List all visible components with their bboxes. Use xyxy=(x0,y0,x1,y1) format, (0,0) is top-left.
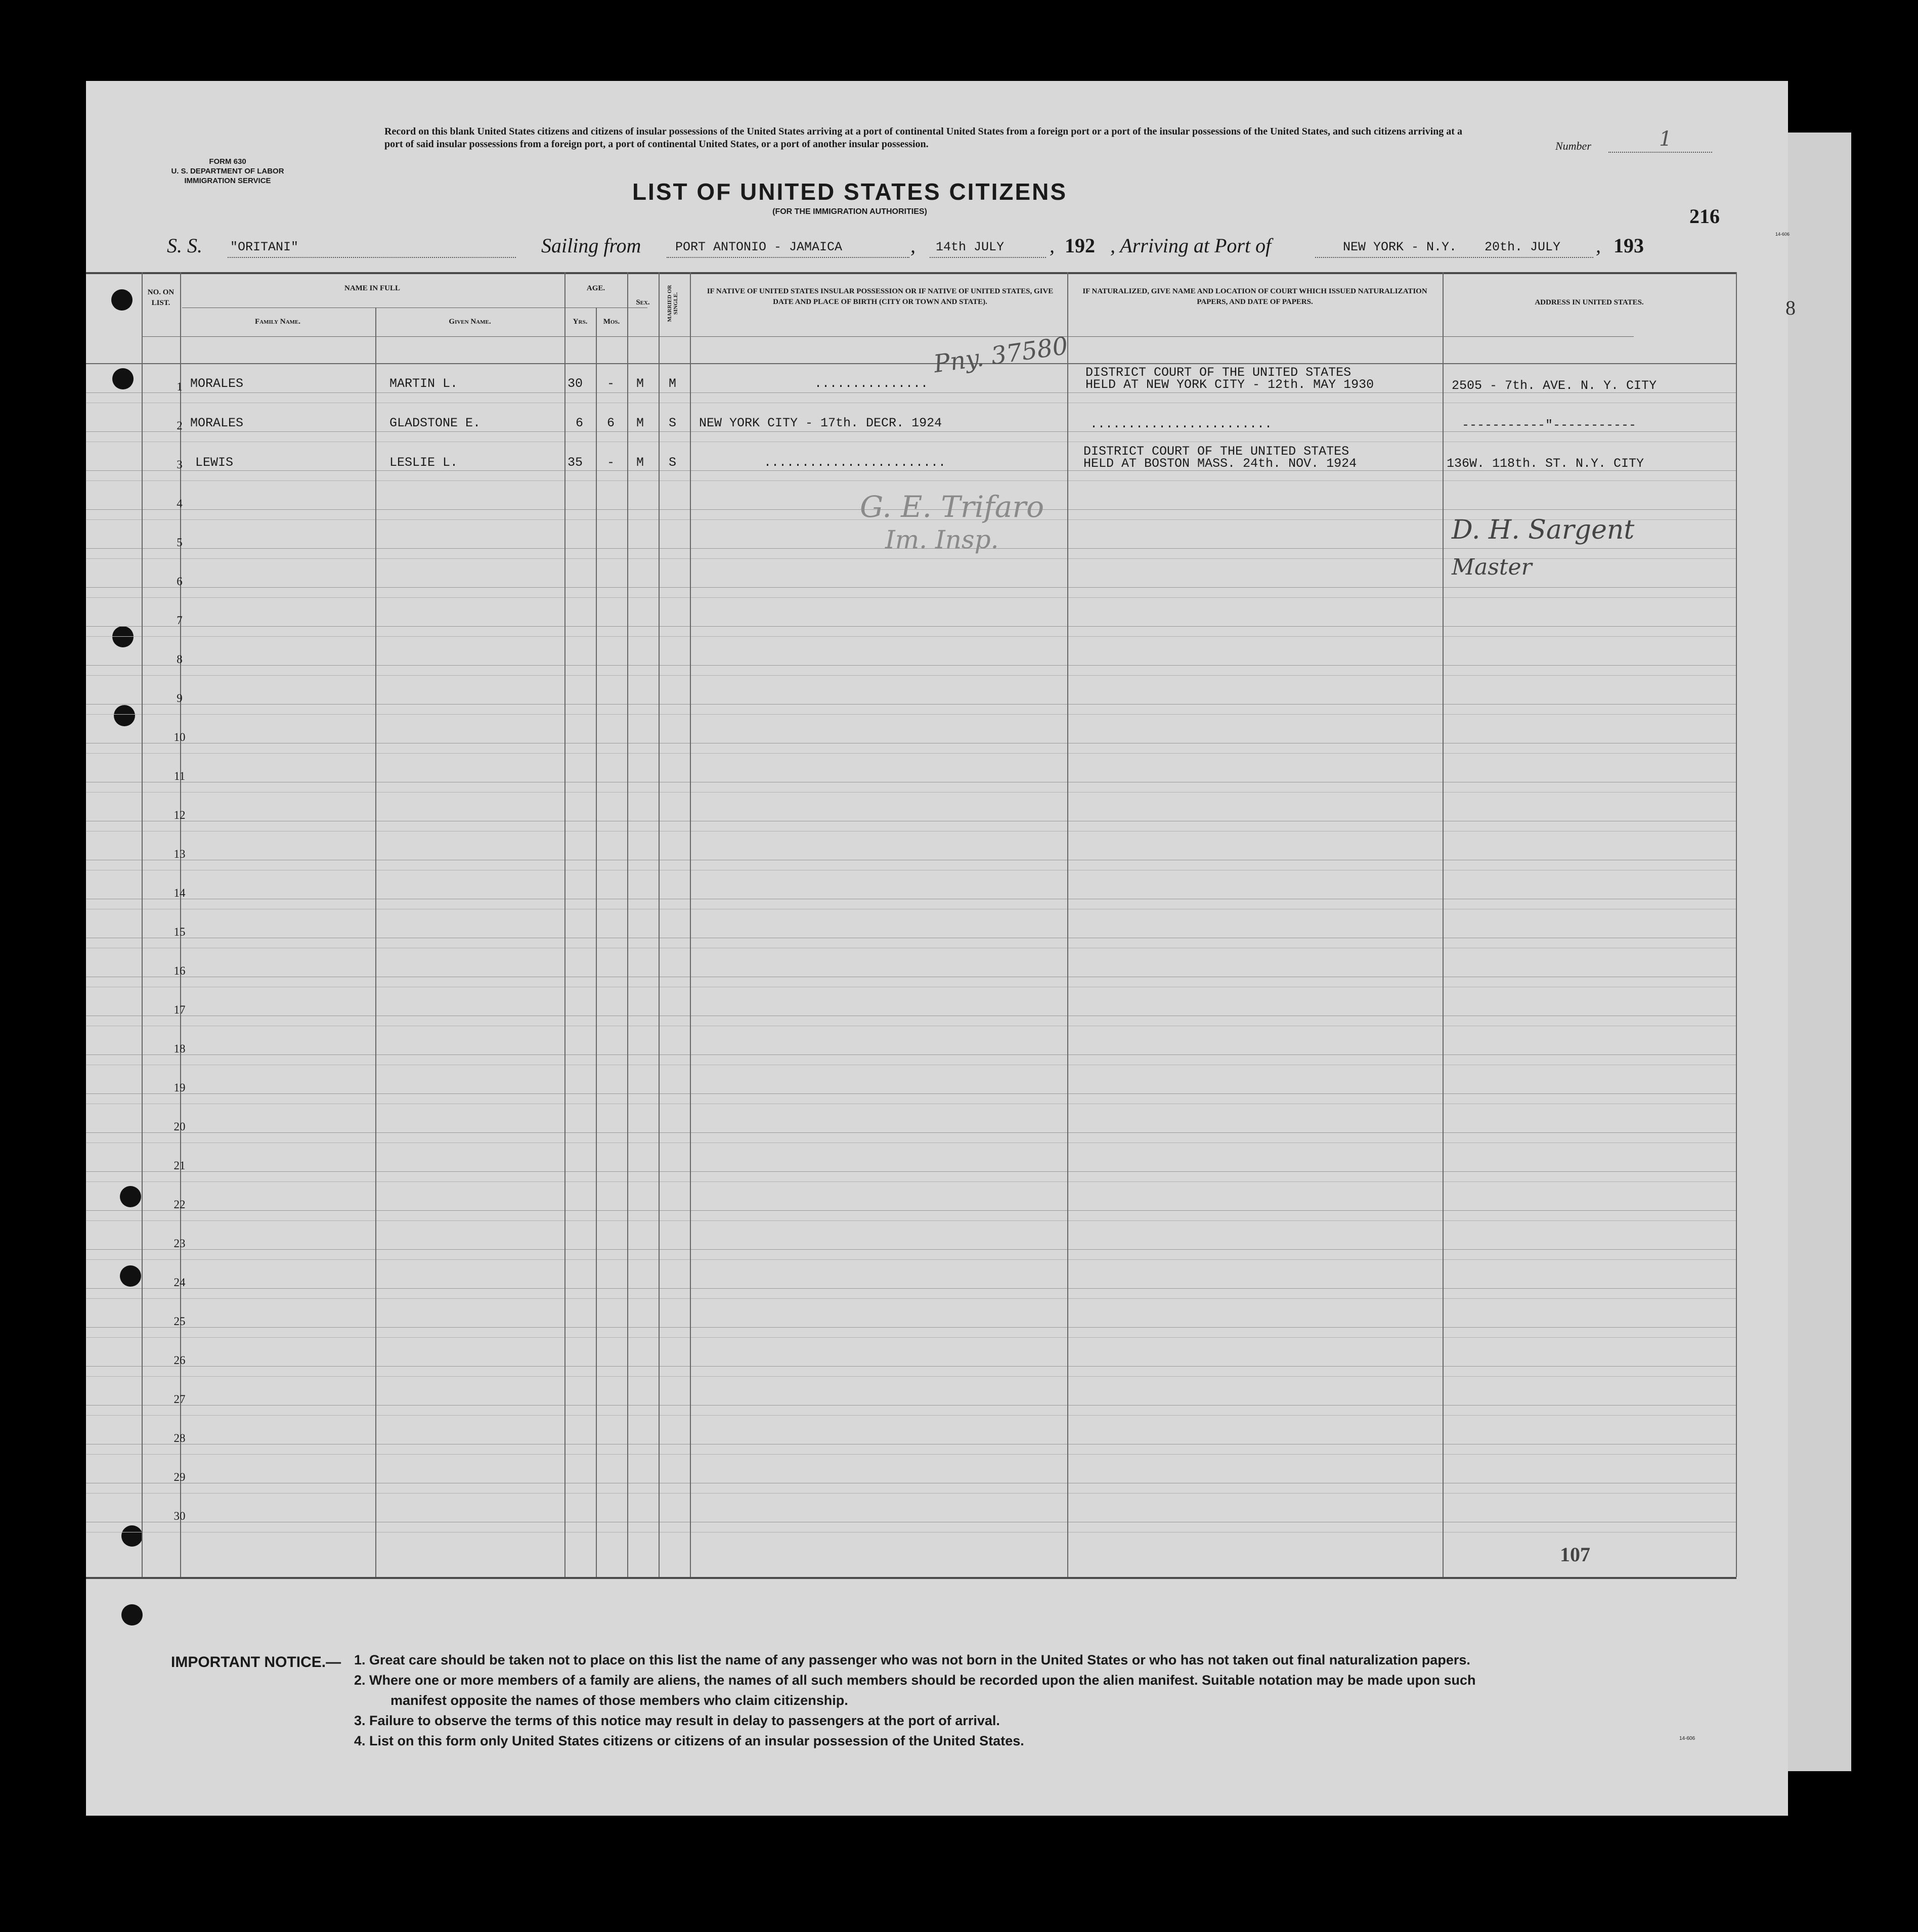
number-line xyxy=(1608,152,1712,153)
inspector-signature: G. E. Trifaro xyxy=(860,490,1044,524)
citizens-table xyxy=(86,272,1736,1578)
age-years: 35 xyxy=(568,455,583,470)
sex: M xyxy=(636,416,644,430)
family-name: MORALES xyxy=(190,376,244,391)
page-number: 216 xyxy=(1689,205,1720,228)
row-rule-light xyxy=(86,597,1736,598)
sex: M xyxy=(636,376,644,391)
arrival-date: 20th. JULY xyxy=(1485,240,1561,254)
address: -----------"----------- xyxy=(1462,418,1637,432)
sailing-date-line xyxy=(930,257,1046,258)
sailing-date: 14th JULY xyxy=(936,240,1005,254)
birth-place: NEW YORK CITY - 17th. DECR. 1924 xyxy=(699,416,942,430)
row-number: 21 xyxy=(173,1159,186,1172)
row-number: 19 xyxy=(173,1081,186,1094)
row-rule xyxy=(86,1249,1736,1250)
row-rule-light xyxy=(86,714,1736,715)
row-rule-light xyxy=(86,1181,1736,1182)
row-rule xyxy=(86,1210,1736,1211)
arriving-label: , Arriving at Port of xyxy=(1110,234,1272,257)
row-number: 8 xyxy=(177,653,183,666)
row-rule xyxy=(86,1171,1736,1172)
marital-status: S xyxy=(669,416,677,430)
row-rule xyxy=(86,1288,1736,1289)
row-number: 1 xyxy=(177,380,183,393)
row-number: 9 xyxy=(177,692,183,705)
row-rule xyxy=(86,1366,1736,1367)
sailing-from: PORT ANTONIO - JAMAICA xyxy=(675,240,843,254)
ship-name: "ORITANI" xyxy=(230,240,299,254)
row-rule xyxy=(86,1132,1736,1133)
service: IMMIGRATION SERVICE xyxy=(184,177,271,185)
col-yrs: Yrs. xyxy=(573,318,588,326)
notice-item-3: 3. Failure to observe the terms of this notice may result in delay to passengers at the port of arrival. xyxy=(354,1713,1000,1728)
col-married: MARRIED OR SINGLE. xyxy=(667,285,679,322)
row-number: 24 xyxy=(173,1276,186,1289)
page-title: LIST OF UNITED STATES CITIZENS xyxy=(632,179,1068,205)
row-rule xyxy=(86,626,1736,627)
age-months: - xyxy=(607,455,615,470)
row-rule-light xyxy=(86,480,1736,481)
notice-item-2: 2. Where one or more members of a family are aliens, the names of all such members should be recorded upon the alien manifest. Suitable notation may be made upon such xyxy=(354,1673,1476,1688)
row-number: 29 xyxy=(173,1471,186,1483)
row-rule-light xyxy=(86,1259,1736,1260)
row-number: 17 xyxy=(173,1003,186,1016)
col-family-name: Family Name. xyxy=(254,318,301,326)
row-rule-light xyxy=(86,753,1736,754)
sailing-year: 192 xyxy=(1065,234,1095,257)
address: 2505 - 7th. AVE. N. Y. CITY xyxy=(1452,378,1657,393)
row-number: 26 xyxy=(173,1354,186,1367)
ss-label: S. S. xyxy=(167,234,202,257)
row-number: 13 xyxy=(173,848,186,860)
age-years: 6 xyxy=(576,416,584,430)
notice-item-4: 4. List on this form only United States citizens or citizens of an insular possession of the United States. xyxy=(354,1733,1024,1748)
row-number: 12 xyxy=(173,809,186,821)
col-name-in-full: NAME IN FULL xyxy=(344,284,400,292)
age-months: 6 xyxy=(607,416,615,430)
given-name: MARTIN L. xyxy=(389,376,458,391)
family-name: LEWIS xyxy=(195,455,234,470)
row-rule-light xyxy=(86,1298,1736,1299)
row-rule-light xyxy=(86,675,1736,676)
master-signature: D. H. Sargent xyxy=(1452,515,1635,545)
master-title: Master xyxy=(1452,554,1532,580)
row-number: 6 xyxy=(177,575,183,588)
row-rule-light xyxy=(86,1454,1736,1455)
court-details: HELD AT NEW YORK CITY - 12th. MAY 1930 xyxy=(1085,377,1374,392)
row-number: 4 xyxy=(177,497,183,510)
row-number: 2 xyxy=(177,419,183,432)
arrival-port: NEW YORK - N.Y. xyxy=(1343,240,1457,254)
row-rule-light xyxy=(86,1220,1736,1221)
court-details: HELD AT BOSTON MASS. 24th. NOV. 1924 xyxy=(1083,456,1357,471)
row-rule xyxy=(86,704,1736,705)
row-number: 14 xyxy=(173,887,186,899)
marital-status: M xyxy=(669,376,677,391)
row-number: 16 xyxy=(173,964,186,977)
col-age: AGE. xyxy=(586,284,605,292)
birth-place: ............... xyxy=(814,376,929,391)
marital-status: S xyxy=(669,455,677,470)
department: U. S. DEPARTMENT OF LABOR xyxy=(171,167,284,175)
row-number: 15 xyxy=(173,926,186,938)
family-name: MORALES xyxy=(190,416,244,430)
row-rule-light xyxy=(86,1415,1736,1416)
printer-code: 14-606 xyxy=(1775,232,1790,237)
notice-heading: IMPORTANT NOTICE.— xyxy=(171,1654,341,1671)
stamp-number: 107 xyxy=(1560,1543,1590,1566)
punch-hole xyxy=(121,1604,143,1626)
notice-item-2-cont: manifest opposite the names of those members who claim citizenship. xyxy=(390,1693,848,1708)
row-number: 20 xyxy=(173,1120,186,1133)
margin-mark: 8 xyxy=(1785,296,1796,319)
row-rule-light xyxy=(86,1337,1736,1338)
row-number: 28 xyxy=(173,1432,186,1444)
intro-text: Record on this blank United States citizens and citizens of insular possessions of the United States arriving at a port of continental United States from a foreign port or a port of the insular possessions of the United States, and such citizens arriving at a port of said insular possessions from a foreign port, a port of continental United States, or a port of another insular possession. xyxy=(384,126,1462,150)
sailing-label: Sailing from xyxy=(541,234,641,257)
col-native: IF NATIVE OF UNITED STATES INSULAR POSSESSION OR IF NATIVE OF UNITED STATES, GIVE DATE AND PLACE OF BIRTH (CITY OR TOWN AND STATE). xyxy=(707,287,1054,306)
age-months: - xyxy=(607,376,615,391)
address: 136W. 118th. ST. N.Y. CITY xyxy=(1447,456,1644,471)
row-number: 11 xyxy=(173,770,186,782)
col-given-name: Given Name. xyxy=(449,318,491,326)
sex: M xyxy=(636,455,644,470)
row-number: 23 xyxy=(173,1237,186,1250)
sailing-from-line xyxy=(667,257,909,258)
inspector-title: Im. Insp. xyxy=(885,525,999,554)
form-number: FORM 630 xyxy=(209,157,246,166)
given-name: LESLIE L. xyxy=(389,455,458,470)
arrival-year: 193 xyxy=(1614,234,1644,257)
col-address: ADDRESS IN UNITED STATES. xyxy=(1535,298,1644,306)
row-number: 27 xyxy=(173,1393,186,1406)
row-rule-light xyxy=(86,792,1736,793)
row-rule xyxy=(86,1327,1736,1328)
col-mos: Mos. xyxy=(603,318,620,326)
row-rule-light xyxy=(86,636,1736,637)
court-details: ........................ xyxy=(1090,417,1273,431)
col-sex: Sex. xyxy=(636,298,650,306)
arrival-line xyxy=(1315,257,1593,258)
row-rule-light xyxy=(86,1493,1736,1494)
footer-code: 14-606 xyxy=(1679,1736,1695,1741)
row-number: 3 xyxy=(177,458,183,471)
col-no-on-list: NO. ON LIST. xyxy=(147,288,175,307)
court-name: DISTRICT COURT OF THE UNITED STATES xyxy=(1083,444,1349,459)
row-number: 22 xyxy=(173,1198,186,1211)
important-notice xyxy=(354,1650,1755,1751)
birth-place: ........................ xyxy=(764,455,946,470)
row-rule-light xyxy=(86,1376,1736,1377)
row-number: 25 xyxy=(173,1315,186,1328)
number-value: 1 xyxy=(1659,127,1672,151)
row-number: 10 xyxy=(173,731,186,743)
row-rule xyxy=(86,1093,1736,1094)
row-rule xyxy=(86,665,1736,666)
age-years: 30 xyxy=(568,376,583,391)
form-identifier xyxy=(137,157,319,186)
row-rule xyxy=(86,587,1736,588)
ship-line xyxy=(228,257,516,258)
row-number: 18 xyxy=(173,1042,186,1055)
row-rule xyxy=(86,1405,1736,1406)
col-naturalized: IF NATURALIZED, GIVE NAME AND LOCATION OF COURT WHICH ISSUED NATURALIZATION PAPERS, AND DATE OF PAPERS. xyxy=(1082,287,1427,306)
row-number: 30 xyxy=(173,1510,186,1522)
page-subtitle: (FOR THE IMMIGRATION AUTHORITIES) xyxy=(772,207,927,216)
row-number: 5 xyxy=(177,536,183,549)
row-number: 7 xyxy=(177,614,183,627)
handwritten-reference: Pny. 37580 xyxy=(932,331,1070,379)
court-name: DISTRICT COURT OF THE UNITED STATES xyxy=(1085,365,1352,380)
given-name: GLADSTONE E. xyxy=(389,416,481,430)
notice-item-1: 1. Great care should be taken not to place on this list the name of any passenger who was not born in the United States or who has not taken out final naturalization papers. xyxy=(354,1652,1470,1667)
number-label: Number xyxy=(1555,140,1591,152)
